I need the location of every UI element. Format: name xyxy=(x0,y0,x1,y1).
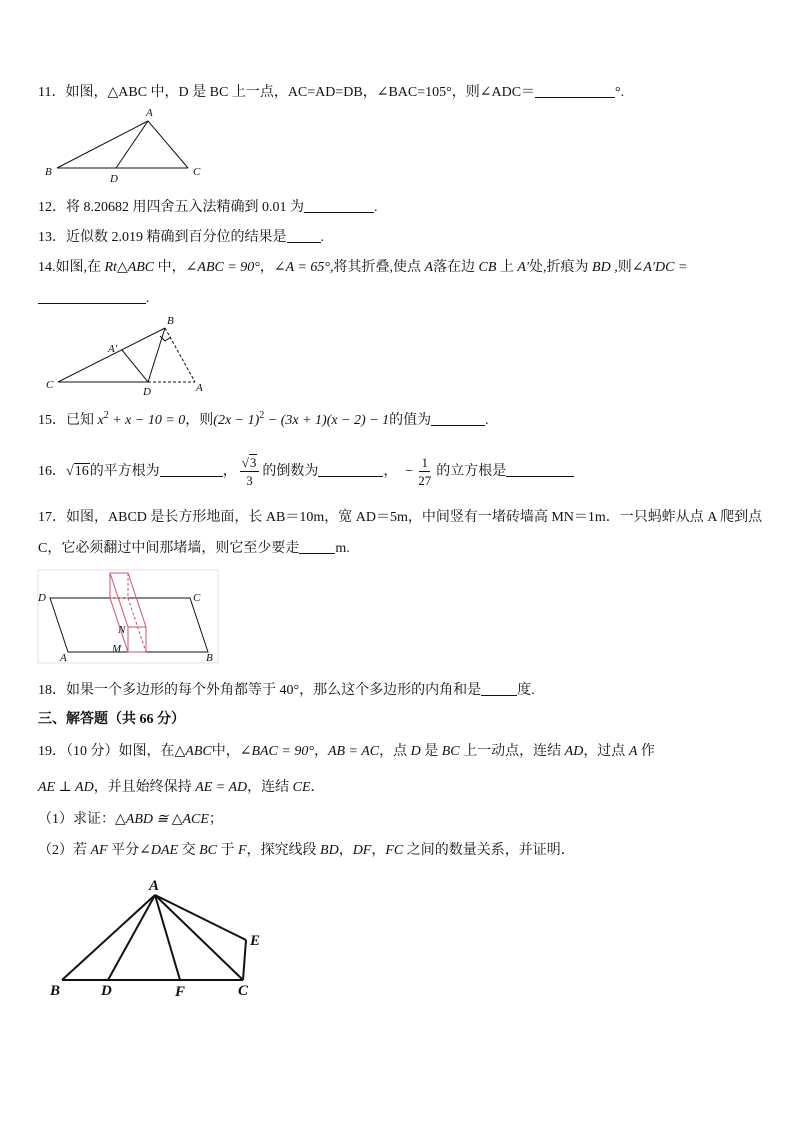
answer-blank xyxy=(318,462,383,477)
text-segment: 处,折痕为 xyxy=(529,260,593,275)
math-segment: BC xyxy=(199,843,217,858)
math-segment: A xyxy=(424,260,434,275)
label-b: B xyxy=(206,652,213,664)
question-number: 17． xyxy=(38,510,66,525)
wall-hidden-edge xyxy=(128,598,146,652)
question-number: 13． xyxy=(38,230,66,245)
math-segment: + x − 10 = 0 xyxy=(108,413,186,428)
question-tail: °. xyxy=(615,85,625,100)
figure-q11-triangle xyxy=(40,105,210,185)
text-segment: 于 xyxy=(216,843,238,858)
math-segment: x xyxy=(97,413,104,428)
text-segment: （1）求证： xyxy=(38,812,115,827)
math-segment: ∠A′DC = xyxy=(631,260,688,275)
fraction-sqrt3-over-3 xyxy=(240,454,260,489)
answer-blank xyxy=(287,228,321,243)
math-segment: A′ xyxy=(517,260,530,275)
math-segment: AE ⊥ AD xyxy=(38,780,94,795)
text-segment: 中， xyxy=(154,260,186,275)
text-segment: ， xyxy=(259,260,274,275)
answer-blank xyxy=(506,462,574,477)
text-segment: 上 xyxy=(496,260,518,275)
question-text: 如图，ABCD 是长方形地面，长 AB＝10m，宽 AD＝5m，中间竖有一堵砖墙高 MN＝1m．一只蚂蚱从点 A 爬到点 xyxy=(66,510,763,525)
question-number: 18． xyxy=(38,683,66,698)
radicand: 16 xyxy=(74,464,89,479)
label-m: M xyxy=(112,643,122,655)
text-segment: ,将其折叠,使点 xyxy=(329,260,425,275)
question-tail: . xyxy=(485,413,489,428)
question-11 xyxy=(38,83,624,101)
question-19-part-1 xyxy=(38,811,223,829)
question-text: 将 8.20682 用四舍五入法精确到 0.01 为 xyxy=(66,200,304,215)
label-a-prime: A′ xyxy=(108,343,118,355)
figure-q14-folded-triangle xyxy=(40,312,210,400)
label-a: A xyxy=(60,652,67,664)
math-segment: AF xyxy=(90,843,108,858)
text-segment: ， xyxy=(371,843,386,858)
math-segment: (2x − 1) xyxy=(213,413,260,428)
text-segment: ,则 xyxy=(610,260,632,275)
label-b: B xyxy=(50,983,61,999)
text-segment: 的立方根是 xyxy=(436,464,507,479)
segment-ec xyxy=(243,940,246,980)
text-segment: （10 分）如图，在 xyxy=(66,744,175,759)
math-segment: ∠A = 65° xyxy=(273,260,330,275)
label-d: D xyxy=(101,983,112,999)
text-segment: 交 xyxy=(178,843,200,858)
text-segment: 落在边 xyxy=(433,260,479,275)
math-segment: ∠DAE xyxy=(139,843,179,858)
math-segment: A xyxy=(628,744,638,759)
segment-ad xyxy=(108,895,155,980)
rectangle-floor-abcd xyxy=(50,598,208,652)
question-16 xyxy=(38,451,574,493)
answer-blank xyxy=(481,681,517,696)
fraction-denominator: 27 xyxy=(418,473,432,489)
question-tail: . xyxy=(146,291,150,306)
text-segment: 已知 xyxy=(66,413,98,428)
segment-ae xyxy=(155,895,246,940)
fraction-numerator xyxy=(240,454,260,472)
square-root-16 xyxy=(66,463,90,479)
separator: ， xyxy=(383,464,398,479)
question-15 xyxy=(38,411,489,429)
question-text: 如果一个多边形的每个外角都等于 40°，那么这个多边形的内角和是 xyxy=(66,683,482,698)
text-segment: 中， xyxy=(211,744,240,759)
text-segment: ， xyxy=(313,744,328,759)
wall-edge xyxy=(110,573,128,627)
segment-bd-crease xyxy=(148,328,165,382)
question-19-part-2 xyxy=(38,842,575,860)
text-segment: 的倒数为 xyxy=(262,464,319,479)
question-17-line-1 xyxy=(38,509,762,527)
answer-blank xyxy=(299,539,335,554)
question-tail: . xyxy=(374,200,378,215)
math-segment: CE xyxy=(292,780,311,795)
question-19-line-1 xyxy=(38,743,655,761)
math-segment: △ABD ≅ △ACE xyxy=(115,812,209,827)
text-segment: 是 xyxy=(420,744,442,759)
text-segment: ，则 xyxy=(185,413,214,428)
math-segment: Rt△ABC xyxy=(104,260,155,275)
question-12 xyxy=(38,198,378,216)
question-tail: . xyxy=(320,230,324,245)
math-segment: BD xyxy=(592,260,611,275)
label-d: D xyxy=(38,592,46,604)
label-f: F xyxy=(175,984,186,1000)
segment-a-prime-d xyxy=(122,350,148,382)
square-root xyxy=(242,454,258,470)
question-tail: 度. xyxy=(517,683,535,698)
section-title: 三、解答题（共 66 分） xyxy=(38,712,185,727)
question-number: 14. xyxy=(38,260,56,275)
text-segment: 的值为 xyxy=(389,413,432,428)
math-segment: BC xyxy=(441,744,460,759)
text-segment: ； xyxy=(208,812,223,827)
exponent: 2 xyxy=(103,410,109,421)
math-segment: ∠ABC = 90° xyxy=(185,260,260,275)
question-tail: m. xyxy=(335,541,350,556)
question-number: 12． xyxy=(38,200,66,215)
math-segment: D xyxy=(410,744,421,759)
fraction-denominator: 3 xyxy=(246,473,253,489)
label-b: B xyxy=(45,166,52,178)
text-segment: 如图,在 xyxy=(55,260,105,275)
math-segment: FC xyxy=(385,843,404,858)
question-13 xyxy=(38,228,324,246)
question-number: 15． xyxy=(38,413,66,428)
question-17-line-2 xyxy=(38,539,350,557)
math-segment: AD xyxy=(564,744,584,759)
answer-blank xyxy=(160,462,223,477)
label-c: C xyxy=(238,983,249,999)
label-c: C xyxy=(193,166,201,178)
label-n: N xyxy=(118,624,126,636)
label-a: A xyxy=(196,382,203,394)
segment-ad xyxy=(116,121,148,168)
radical-sign: √ xyxy=(241,455,249,471)
question-text: C，它必须翻过中间那堵墙，则它至少要走 xyxy=(38,541,300,556)
segment-cb xyxy=(58,328,165,382)
math-segment: − (3x + 1)(x − 2) − 1 xyxy=(264,413,390,428)
answer-blank xyxy=(535,83,615,98)
text-segment: ，过点 xyxy=(583,744,629,759)
question-18 xyxy=(38,681,535,699)
text-segment: 上一动点，连结 xyxy=(459,744,565,759)
math-segment: ∠BAC = 90° xyxy=(239,744,314,759)
fraction-1-over-27 xyxy=(416,454,433,489)
math-segment: DF xyxy=(352,843,372,858)
question-14-line-2 xyxy=(38,289,150,307)
label-e: E xyxy=(250,933,261,949)
text-segment: ，并且始终保持 xyxy=(93,780,196,795)
label-d: D xyxy=(110,173,118,185)
label-b: B xyxy=(167,315,174,327)
question-number: 16． xyxy=(38,464,66,479)
text-segment: 的平方根为 xyxy=(89,464,160,479)
math-segment: AE = AD xyxy=(195,780,248,795)
segment-ab xyxy=(62,895,155,980)
answer-blank xyxy=(304,198,374,213)
answer-blank xyxy=(38,289,146,304)
text-segment: ，点 xyxy=(379,744,411,759)
label-a: A xyxy=(146,107,153,119)
question-text: 如图，△ABC 中，D 是 BC 上一点，AC=AD=DB，∠BAC=105°，则∠ADC＝ xyxy=(65,85,536,100)
radical-sign: √ xyxy=(66,464,74,479)
question-number: 11． xyxy=(38,85,66,100)
question-number: 19． xyxy=(38,744,66,759)
question-19-line-2 xyxy=(38,779,325,797)
label-d: D xyxy=(143,386,151,398)
text-segment: （2）若 xyxy=(38,843,91,858)
question-14-line-1 xyxy=(38,259,687,277)
minus-sign: − xyxy=(405,464,414,479)
text-segment: ， xyxy=(338,843,353,858)
text-segment: 作 xyxy=(637,744,655,759)
math-segment: △ABC xyxy=(174,744,212,759)
separator: ， xyxy=(222,464,237,479)
figure-q17-floor-and-wall xyxy=(36,568,221,666)
segment-ba-dashed xyxy=(165,328,195,382)
text-segment: ． xyxy=(310,780,325,795)
answer-blank xyxy=(431,411,485,426)
exponent: 2 xyxy=(259,410,265,421)
fraction-numerator: 1 xyxy=(421,455,428,471)
label-c: C xyxy=(193,592,201,604)
text-segment: ，探究线段 xyxy=(246,843,321,858)
math-segment: AB = AC xyxy=(327,744,380,759)
figure-q19-triangle xyxy=(45,875,270,1000)
math-segment: F xyxy=(237,843,247,858)
text-segment: ，连结 xyxy=(247,780,293,795)
math-segment: CB xyxy=(478,260,497,275)
label-c: C xyxy=(46,379,54,391)
segment-ab xyxy=(57,121,148,168)
text-segment: 之间的数量关系，并证明． xyxy=(403,843,575,858)
math-segment: BD xyxy=(320,843,339,858)
radicand: 3 xyxy=(249,455,257,471)
label-a: A xyxy=(149,878,160,894)
question-text: 近似数 2.019 精确到百分位的结果是 xyxy=(66,230,287,245)
segment-ac xyxy=(148,121,188,168)
text-segment: 平分 xyxy=(107,843,140,858)
